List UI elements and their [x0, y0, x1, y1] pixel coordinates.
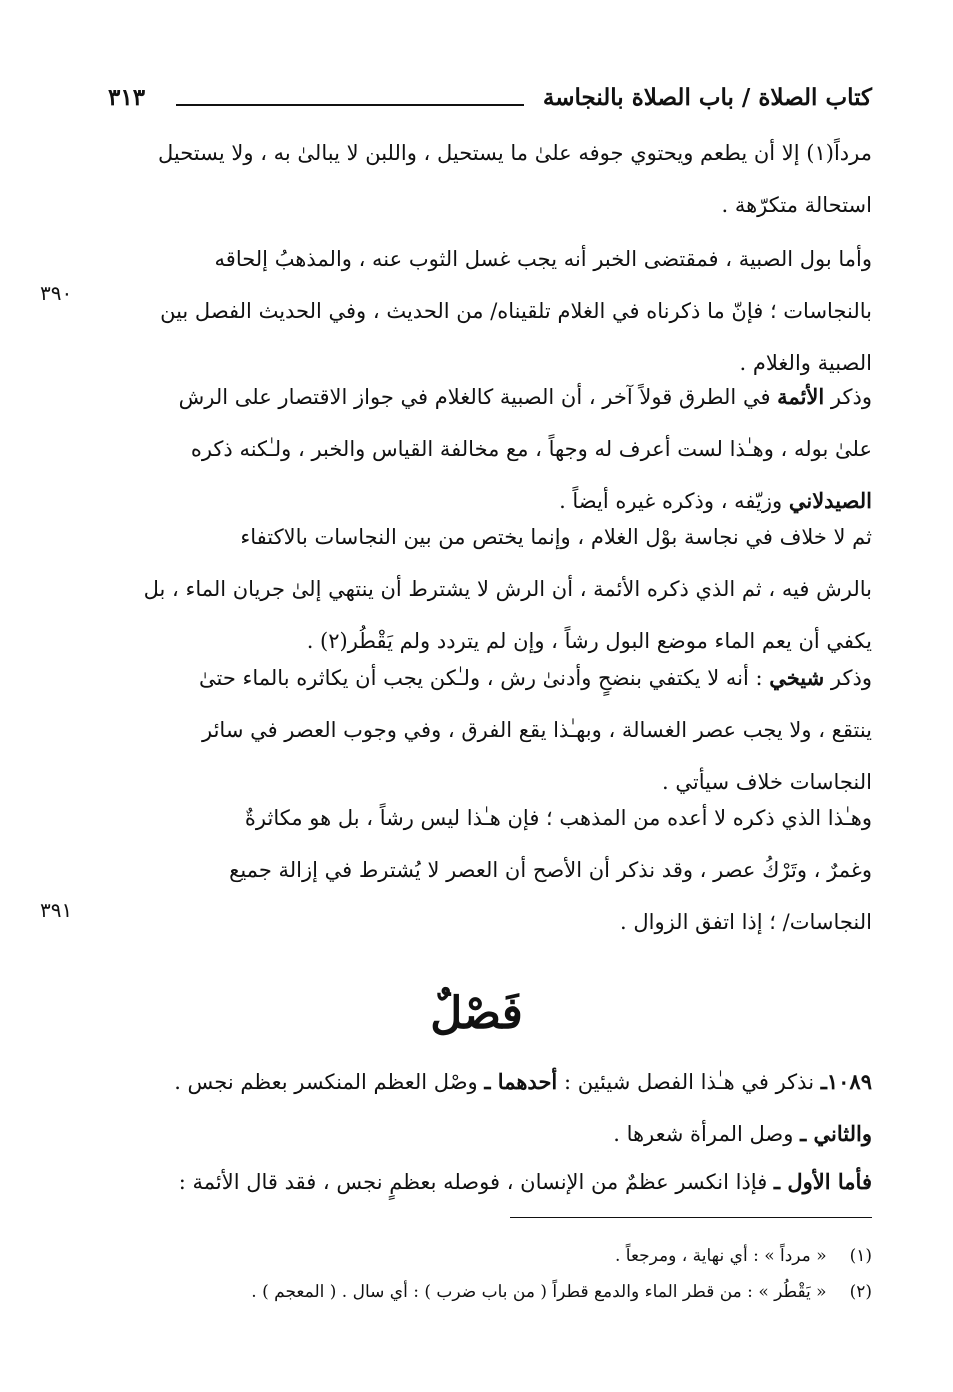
paragraph-2 — [96, 233, 872, 389]
footnote-text: « يَقْطُر » : من قطر الماء والدمع قطراً ( من باب ضرب ) : أي سال . ( المعجم ) . — [251, 1282, 827, 1302]
bold-term: الأئمة — [777, 384, 825, 409]
footnote-number: (١) — [849, 1246, 872, 1266]
section-heading: فَصْلٌ — [430, 988, 523, 1039]
bold-term: ١٠٨٩ـ — [820, 1069, 872, 1094]
text-line: بالرش فيه ، ثم الذي ذكره الأئمة ، أن الرش لا يشترط أن ينتهي إلىٰ جريان الماء ، بل — [143, 577, 872, 601]
bold-term: الصيدلاني — [788, 488, 872, 513]
page-number: ٣١٣ — [108, 84, 146, 111]
footnote-1 — [150, 1246, 872, 1266]
text-line: وغمرٌ ، وتَرْكُ عصر ، وقد نذكر أن الأصح أن العصر لا يُشترط في إزالة جميع — [229, 858, 872, 882]
footnote-rule — [510, 1217, 872, 1218]
section-paragraph-1 — [96, 1056, 872, 1160]
text-line: وهـٰذا الذي ذكره لا أعده من المذهب ؛ فإن هـٰذا ليس رشاً ، بل هو مكاثرةٌ — [244, 806, 872, 830]
text-line: ١٠٨٩ـ نذكر في هـٰذا الفصل شيئين : أحدهما ـ وصْل العظم المنكسر بعظم نجس . — [174, 1069, 872, 1094]
section-paragraph-2 — [96, 1156, 872, 1208]
text-line: مرداً(١) إلا أن يطعم ويحتوي جوفه علىٰ ما يستحيل ، واللبن لا يبالىٰ به ، ولا يستحيل — [158, 141, 872, 165]
paragraph-5 — [96, 652, 872, 808]
text-line: ينتقع ، ولا يجب عصر الغسالة ، وبهـٰذا يقع الفرق ، وفي وجوب العصر في سائر — [201, 718, 872, 742]
paragraph-6 — [96, 792, 872, 948]
text-line: وذكر الأئمة في الطرق قولاً آخر ، أن الصبية كالغلام في جواز الاقتصار على الرش — [178, 384, 872, 409]
margin-folio-number: ٣٩٠ — [40, 281, 73, 305]
text-line: الصيدلاني وزيّفه ، وذكره غيره أيضاً . — [559, 488, 872, 513]
header-title: كتاب الصلاة / باب الصلاة بالنجاسة — [542, 84, 872, 111]
running-header — [108, 82, 872, 116]
bold-term: والثاني ـ — [800, 1121, 872, 1146]
text-line: علىٰ بوله ، وهـٰذا لست أعرف له وجهاً ، مع مخالفة القياس والخبر ، ولـٰكنه ذكره — [190, 437, 872, 461]
text-line: النجاسات خلاف سيأتي . — [662, 770, 872, 794]
header-rule — [176, 104, 524, 106]
paragraph-4 — [96, 511, 872, 667]
text-line: والثاني ـ وصل المرأة شعرها . — [613, 1121, 872, 1146]
footnote-text: « مرداً » : أي نهاية ، ومرجعاً . — [614, 1246, 827, 1266]
margin-folio-number: ٣٩١ — [40, 898, 73, 922]
bold-term: شيخي — [769, 665, 825, 690]
footnote-2 — [150, 1282, 872, 1302]
text-line: يكفي أن يعم الماء موضع البول رشاً ، وإن لم يتردد ولم يَقْطُر(٢) . — [306, 629, 872, 653]
footnote-number: (٢) — [849, 1282, 872, 1302]
text-line: استحالة متكرّهة . — [721, 193, 872, 217]
text-line: وذكر شيخي : أنه لا يكتفي بنضحٍ وأدنىٰ رش ، ولـٰكن يجب أن يكاثره بالماء حتىٰ — [199, 665, 872, 690]
text-line: بالنجاسات ؛ فإنّ ما ذكرناه في الغلام تلقيناه/ من الحديث ، وفي الحديث الفصل بين — [160, 299, 872, 323]
bold-term: فأما الأول ـ — [773, 1169, 872, 1194]
text-line: ثم لا خلاف في نجاسة بوْل الغلام ، وإنما يختص من بين النجاسات بالاكتفاء — [240, 525, 872, 549]
paragraph-3 — [96, 371, 872, 527]
text-line: فأما الأول ـ فإذا انكسر عظمٌ من الإنسان ، فوصله بعظمٍ نجس ، فقد قال الأئمة : — [178, 1169, 872, 1194]
text-line: الصبية والغلام . — [739, 351, 872, 375]
text-line: النجاسات/ ؛ إذا اتفق الزوال . — [620, 910, 872, 934]
text-line: وأما بول الصبية ، فمقتضى الخبر أنه يجب غسل الثوب عنه ، والمذهبُ إلحاقه — [214, 247, 872, 271]
bold-term: أحدهما ـ — [484, 1069, 558, 1094]
paragraph-1 — [96, 127, 872, 231]
